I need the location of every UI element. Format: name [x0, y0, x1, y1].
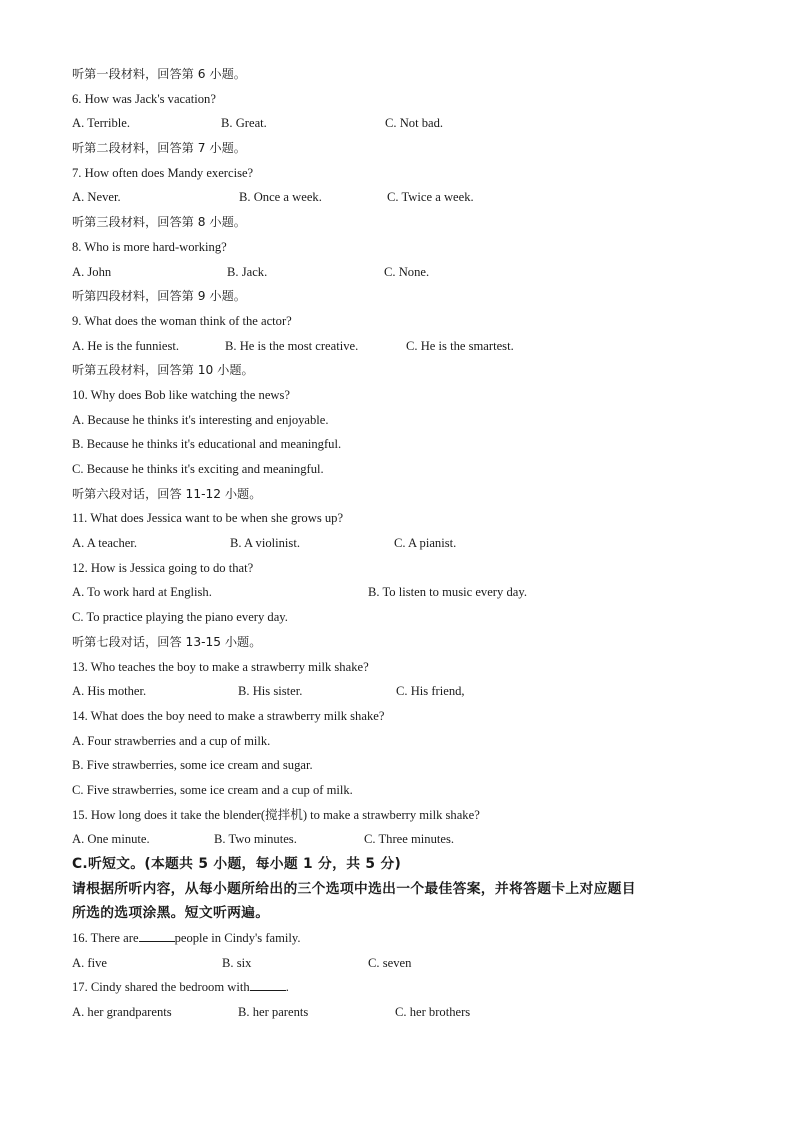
q9-option-b: B. He is the most creative.: [225, 338, 359, 353]
question-15-options: [72, 827, 732, 852]
q16-blank: [139, 927, 175, 942]
question-12-options-row1: [72, 580, 732, 605]
q9-option-c: C. He is the smartest.: [406, 338, 514, 353]
section-heading-5: 听第五段材料，回答第 10 小题。: [72, 363, 254, 378]
question-14-stem: 14. What does the boy need to make a strawberry milk shake?: [72, 708, 385, 723]
question-16-stem: [72, 926, 732, 951]
q10-option-c: C. Because he thinks it's exciting and meaningful.: [72, 462, 324, 476]
section-heading-6: 听第六段对话，回答 11-12 小题。: [72, 486, 262, 501]
q6-option-b: B. Great.: [221, 116, 267, 131]
section-heading-3: 听第三段材料，回答第 8 小题。: [72, 215, 246, 230]
q7-option-b: B. Once a week.: [239, 190, 322, 205]
q11-option-b: B. A violinist.: [230, 536, 300, 551]
q16-option-a: A. five: [72, 955, 107, 970]
q16-stem-start: 16. There are: [72, 931, 139, 946]
question-13-options: [72, 679, 732, 704]
q8-option-a: A. John: [72, 264, 112, 279]
question-15-stem: 15. How long does it take the blender(搅拌机) to make a strawberry milk shake?: [72, 807, 480, 822]
question-12-stem: 12. How is Jessica going to do that?: [72, 560, 254, 575]
q9-option-a: A. He is the funniest.: [72, 338, 180, 353]
q13-option-c: C. His friend,: [396, 684, 465, 699]
question-8-options: [72, 260, 732, 285]
q16-stem-end: people in Cindy's family.: [174, 931, 301, 946]
q12-option-a: A. To work hard at English.: [72, 585, 212, 600]
exam-page: [72, 62, 732, 1025]
q7-option-a: A. Never.: [72, 190, 121, 205]
q14-option-c: C. Five strawberries, some ice cream and a cup of milk.: [72, 782, 353, 797]
q6-option-a: A. Terrible.: [72, 116, 130, 131]
q17-stem-end: .: [285, 980, 289, 995]
q14-option-a: A. Four strawberries and a cup of milk.: [72, 733, 271, 748]
part-c-instructions-line2: 所选的选项涂黑。短文听两遍。: [72, 905, 270, 922]
question-10-stem: 10. Why does Bob like watching the news?: [72, 387, 291, 402]
question-9-options: [72, 334, 732, 359]
q8-option-b: B. Jack.: [227, 264, 268, 279]
q11-option-c: C. A pianist.: [394, 536, 457, 551]
q10-option-b: B. Because he thinks it's educational and meaningful.: [72, 437, 342, 452]
section-heading-1: 听第一段材料，回答第 6 小题。: [72, 67, 246, 81]
question-7-options: [72, 185, 732, 210]
q6-option-c: C. Not bad.: [385, 116, 444, 131]
q12-option-b: B. To listen to music every day.: [368, 585, 527, 600]
q17-option-b: B. her parents: [238, 1005, 309, 1020]
q13-option-b: B. His sister.: [238, 684, 303, 699]
question-6-stem: 6. How was Jack's vacation?: [72, 91, 216, 106]
q17-blank: [250, 976, 286, 991]
question-11-stem: 11. What does Jessica want to be when she grows up?: [72, 511, 344, 526]
section-heading-4: 听第四段材料，回答第 9 小题。: [72, 289, 246, 304]
question-17-stem: [72, 975, 732, 1000]
q7-option-c: C. Twice a week.: [387, 190, 474, 205]
q16-option-b: B. six: [222, 955, 252, 970]
part-c-instructions-line1: 请根据所听内容，从每小题所给出的三个选项中选出一个最佳答案，并将答题卡上对应题目: [72, 880, 636, 897]
q13-option-a: A. His mother.: [72, 684, 147, 699]
question-7-stem: 7. How often does Mandy exercise?: [72, 165, 254, 180]
q8-option-c: C. None.: [384, 264, 430, 279]
q16-option-c: C. seven: [368, 955, 412, 970]
q14-option-b: B. Five strawberries, some ice cream and sugar.: [72, 758, 313, 773]
q17-stem-start: 17. Cindy shared the bedroom with: [72, 980, 250, 995]
q17-option-a: A. her grandparents: [72, 1005, 172, 1020]
q15-option-b: B. Two minutes.: [214, 832, 297, 847]
q15-option-a: A. One minute.: [72, 832, 150, 847]
part-c-title: C.听短文。(本题共 5 小题，每小题 1 分，共 5 分): [72, 856, 402, 872]
section-heading-7: 听第七段对话，回答 13-15 小题。: [72, 634, 262, 649]
section-heading-2: 听第二段材料，回答第 7 小题。: [72, 141, 246, 156]
q15-option-c: C. Three minutes.: [364, 832, 455, 847]
question-13-stem: 13. Who teaches the boy to make a strawberry milk shake?: [72, 659, 369, 674]
question-17-options: [72, 1000, 732, 1025]
question-8-stem: 8. Who is more hard-working?: [72, 239, 227, 254]
question-9-stem: 9. What does the woman think of the actor?: [72, 313, 292, 328]
question-11-options: [72, 531, 732, 556]
q17-option-c: C. her brothers: [395, 1005, 471, 1020]
question-16-options: [72, 951, 732, 976]
q11-option-a: A. A teacher.: [72, 536, 138, 551]
q10-option-a: A. Because he thinks it's interesting and enjoyable.: [72, 412, 329, 427]
q12-option-c: C. To practice playing the piano every day.: [72, 610, 288, 625]
question-6-options: [72, 111, 732, 136]
